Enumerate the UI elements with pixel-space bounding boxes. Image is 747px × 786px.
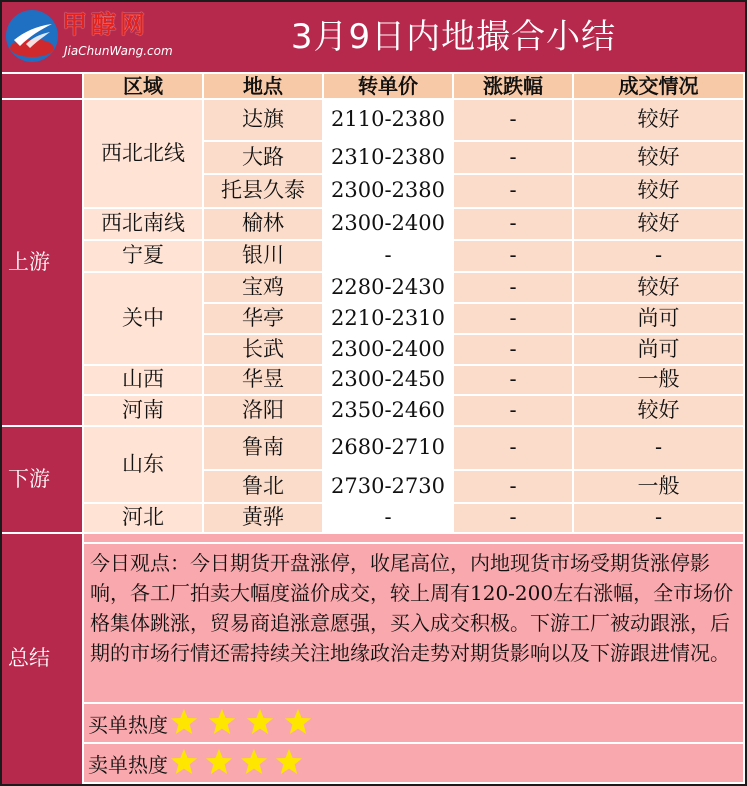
change-cell: - (454, 209, 572, 239)
location-cell: 鲁南 (204, 427, 322, 469)
star-icon (209, 709, 235, 734)
deal-cell: - (574, 427, 743, 469)
sell-heat-label: 卖单热度 (88, 752, 168, 777)
location-cell: 华昱 (204, 366, 322, 394)
location-cell: 鲁北 (204, 471, 322, 502)
group-downstream: 下游 (2, 427, 82, 532)
header-bar (2, 2, 745, 74)
deal-cell: 一般 (574, 366, 743, 394)
change-cell: - (454, 241, 572, 271)
star-icon (241, 749, 267, 774)
region-hebei: 河北 (84, 504, 202, 532)
column-header-region: 区域 (84, 74, 202, 98)
price-cell: 2680-2710 (324, 427, 452, 469)
deal-cell: 一般 (574, 471, 743, 502)
group-upstream: 上游 (2, 100, 82, 425)
location-cell: 洛阳 (204, 396, 322, 425)
region-ningxia: 宁夏 (84, 241, 202, 271)
change-cell: - (454, 304, 572, 333)
deal-cell: 较好 (574, 396, 743, 425)
page-title: 3月9日内地撮合小结 (290, 17, 617, 57)
location-cell: 榆林 (204, 209, 322, 239)
star-icon (171, 709, 197, 734)
column-header-change: 涨跌幅 (454, 74, 572, 98)
deal-cell: 较好 (574, 209, 743, 239)
price-cell: 2300-2380 (324, 175, 452, 207)
deal-cell: - (574, 504, 743, 532)
deal-cell: 尚可 (574, 335, 743, 364)
region-shanxi: 山西 (84, 366, 202, 394)
price-cell: 2210-2310 (324, 304, 452, 333)
price-cell: 2730-2730 (324, 471, 452, 502)
star-icon (206, 749, 232, 774)
deal-cell: 较好 (574, 273, 743, 302)
region-xibei-north: 西北北线 (84, 100, 202, 207)
location-cell: 达旗 (204, 100, 322, 140)
buy-heat-row (84, 704, 743, 742)
buy-heat-stars (170, 708, 316, 738)
location-cell: 长武 (204, 335, 322, 364)
change-cell: - (454, 427, 572, 469)
change-cell: - (454, 471, 572, 502)
deal-cell: 较好 (574, 175, 743, 207)
location-cell: 银川 (204, 241, 322, 271)
star-icon (276, 749, 302, 774)
site-logo[interactable] (6, 8, 173, 66)
summary-opinion: 今日观点：今日期货开盘涨停，收尾高位，内地现货市场受期货涨停影响，各工厂拍卖大幅度溢价成交，较上周有120-200左右涨幅，全市场价格集体跳涨，贸易商追涨意愿强，买入成交积极。下游工厂被动跟涨，后期的市场行情还需持续关注地缘政治走势对期货影响以及下游跟进情况。 (84, 544, 743, 702)
column-header-location: 地点 (204, 74, 322, 98)
region-xibei-south: 西北南线 (84, 209, 202, 239)
price-cell: 2300-2450 (324, 366, 452, 394)
column-header-price: 转单价 (324, 74, 452, 98)
location-cell: 宝鸡 (204, 273, 322, 302)
sell-heat-row (84, 744, 743, 782)
logo-text-en: JiaChunWang.com (64, 44, 173, 58)
price-cell: - (324, 504, 452, 532)
price-cell: 2300-2400 (324, 209, 452, 239)
location-cell: 黄骅 (204, 504, 322, 532)
star-icon (171, 749, 197, 774)
change-cell: - (454, 366, 572, 394)
sell-heat-stars (170, 748, 307, 778)
star-rating (170, 708, 316, 736)
price-cell: 2350-2460 (324, 396, 452, 425)
change-cell: - (454, 273, 572, 302)
change-cell: - (454, 175, 572, 207)
logo-badge-icon (6, 10, 58, 62)
deal-cell: 较好 (574, 142, 743, 173)
region-henan: 河南 (84, 396, 202, 425)
change-cell: - (454, 396, 572, 425)
price-cell: 2310-2380 (324, 142, 452, 173)
star-rating (170, 748, 307, 776)
region-guanzhong: 关中 (84, 273, 202, 364)
star-icon (285, 709, 311, 734)
location-cell: 华亭 (204, 304, 322, 333)
summary-top-strip (84, 534, 743, 542)
region-shandong: 山东 (84, 427, 202, 502)
change-cell: - (454, 142, 572, 173)
change-cell: - (454, 100, 572, 140)
star-icon (247, 709, 273, 734)
column-header-deal: 成交情况 (574, 74, 743, 98)
logo-text-cn: 甲醇网 (62, 10, 150, 39)
price-cell: 2300-2400 (324, 335, 452, 364)
change-cell: - (454, 335, 572, 364)
buy-heat-label: 买单热度 (88, 712, 168, 737)
price-cell: 2280-2430 (324, 273, 452, 302)
deal-cell: 较好 (574, 100, 743, 140)
group-summary: 总结 (2, 534, 82, 784)
change-cell: - (454, 504, 572, 532)
price-cell: - (324, 241, 452, 271)
price-cell: 2110-2380 (324, 100, 452, 140)
corner-cell (2, 74, 82, 98)
deal-cell: 尚可 (574, 304, 743, 333)
location-cell: 大路 (204, 142, 322, 173)
deal-cell: - (574, 241, 743, 271)
location-cell: 托县久泰 (204, 175, 322, 207)
